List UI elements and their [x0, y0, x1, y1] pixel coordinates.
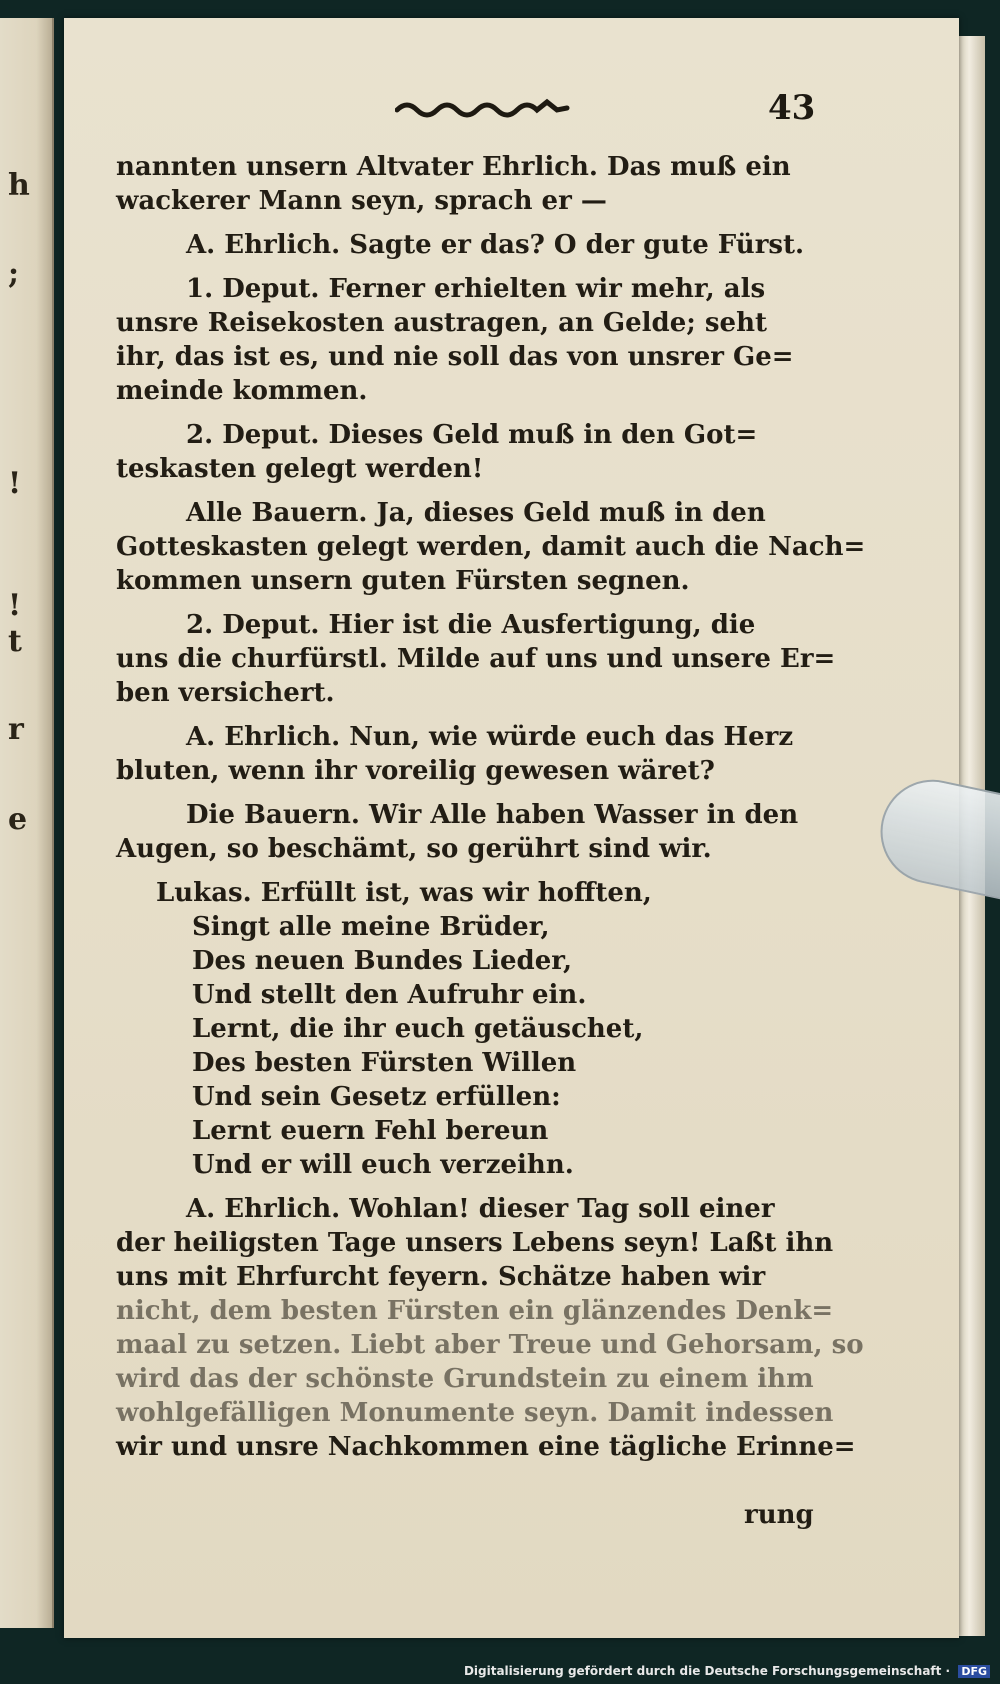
text-line: meinde kommen. [116, 376, 368, 406]
text-line: ihr, das ist es, und nie soll das von unsrer Ge= [116, 342, 794, 372]
text-line: wir und unsre Nachkommen eine tägliche Erinne= [116, 1432, 856, 1462]
prev-page-char: r [8, 712, 24, 747]
text-line: der heiligsten Tage unsers Lebens seyn! Laßt ihn [116, 1228, 834, 1258]
text-line: nicht, dem besten Fürsten ein glänzendes Denk= [116, 1296, 834, 1326]
catchword: rung [744, 1500, 814, 1530]
text-line: uns die churfürstl. Milde auf uns und unsere Er= [116, 644, 836, 674]
text-line: 2. Deput. Dieses Geld muß in den Got= [186, 420, 758, 450]
text-line: ben versichert. [116, 678, 335, 708]
text-line: wohlgefälligen Monumente seyn. Damit indessen [116, 1398, 834, 1428]
verse-line: Des besten Fürsten Willen [192, 1048, 577, 1078]
prev-page-char: t [8, 624, 22, 659]
prev-page-char: h [8, 168, 30, 203]
previous-page-edge [0, 18, 54, 1628]
verse-line: Und sein Gesetz erfüllen: [192, 1082, 561, 1112]
footer-text: Digitalisierung gefördert durch die Deutsche Forschungsgemeinschaft · [463, 1664, 951, 1678]
verse-line: Lernt euern Fehl bereun [192, 1116, 549, 1146]
verse-line: Singt alle meine Brüder, [192, 912, 550, 942]
prev-page-char: ! [8, 466, 22, 501]
text-line: A. Ehrlich. Sagte er das? O der gute Fürst. [186, 230, 805, 260]
verse-line: Und er will euch verzeihn. [192, 1150, 574, 1180]
ornament-icon [395, 96, 570, 122]
prev-page-char: ; [8, 256, 20, 291]
prev-page-char: ! [8, 588, 22, 623]
text-line: unsre Reisekosten austragen, an Gelde; seht [116, 308, 768, 338]
text-line: Die Bauern. Wir Alle haben Wasser in den [186, 800, 799, 830]
prev-page-char: e [8, 802, 28, 837]
text-line: wird das der schönste Grundstein zu einem ihm [116, 1364, 814, 1394]
text-line: Gotteskasten gelegt werden, damit auch die Nach= [116, 532, 866, 562]
dfg-logo: DFG [958, 1665, 990, 1678]
text-line: uns mit Ehrfurcht feyern. Schätze haben wir [116, 1262, 766, 1292]
text-line: bluten, wenn ihr voreilig gewesen wäret? [116, 756, 715, 786]
text-line: nannten unsern Altvater Ehrlich. Das muß ein [116, 152, 791, 182]
verse-line: Und stellt den Aufruhr ein. [192, 980, 587, 1010]
text-line: 2. Deput. Hier ist die Ausfertigung, die [186, 610, 756, 640]
text-line: A. Ehrlich. Nun, wie würde euch das Herz [186, 722, 794, 752]
page-number: 43 [768, 88, 816, 128]
text-line: A. Ehrlich. Wohlan! dieser Tag soll einer [186, 1194, 775, 1224]
text-line: kommen unsern guten Fürsten segnen. [116, 566, 690, 596]
verse-line: Lernt, die ihr euch getäuschet, [192, 1014, 644, 1044]
verse-line: Des neuen Bundes Lieder, [192, 946, 573, 976]
text-line: teskasten gelegt werden! [116, 454, 484, 484]
page-body-text [116, 150, 866, 1464]
text-line: Augen, so beschämt, so gerührt sind wir. [116, 834, 712, 864]
text-line: maal zu setzen. Liebt aber Treue und Gehorsam, so [116, 1330, 864, 1360]
text-line: 1. Deput. Ferner erhielten wir mehr, als [186, 274, 766, 304]
text-line: Alle Bauern. Ja, dieses Geld muß in den [186, 498, 766, 528]
footer-credit [464, 1664, 990, 1678]
text-line: wackerer Mann seyn, sprach er — [116, 186, 607, 216]
verse-line: Lukas. Erfüllt ist, was wir hofften, [156, 878, 652, 908]
